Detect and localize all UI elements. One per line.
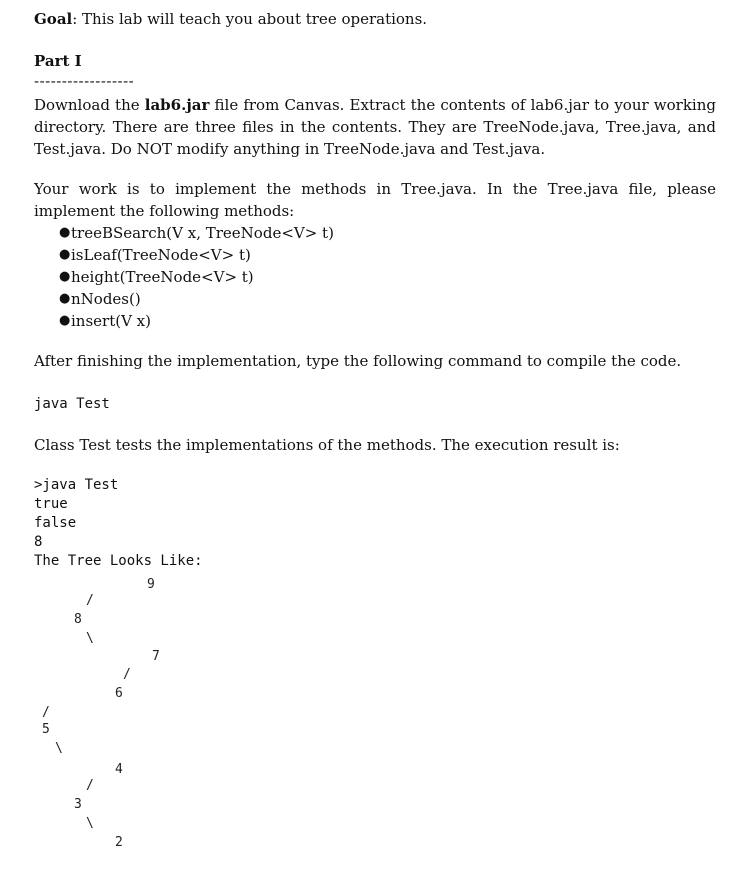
goal-text: : This lab will teach you about tree operations. [72, 10, 428, 28]
part-rule: ------------------ [34, 72, 135, 90]
console-line: The Tree Looks Like: [34, 553, 203, 569]
tree-node: 2 [115, 835, 123, 850]
after-paragraph: After finishing the implementation, type the following command to compile the code. [34, 352, 682, 370]
method-item: ● insert(V x) [59, 312, 151, 330]
bullet-icon: ● [59, 247, 71, 262]
tree-node: 8 [74, 612, 82, 627]
tree-node: 7 [152, 649, 160, 664]
tree-edge: \ [86, 631, 94, 646]
jar-filename: lab6.jar [144, 96, 210, 114]
method-item: ● isLeaf(TreeNode<V> t) [59, 246, 251, 264]
method-item: ● height(TreeNode<V> t) [59, 268, 254, 286]
result-paragraph: Class Test tests the implementations of the methods. The execution result is: [34, 436, 620, 454]
tree-node: 6 [115, 686, 123, 701]
tree-edge: \ [55, 741, 63, 756]
console-line: false [34, 515, 77, 531]
tree-edge: / [42, 705, 50, 720]
tree-node: 9 [147, 577, 155, 592]
bullet-icon: ● [59, 291, 71, 306]
method-item: ● treeBSearch(V x, TreeNode<V> t) [59, 224, 334, 242]
console-line: true [34, 496, 68, 512]
part-heading: Part I [34, 52, 82, 70]
tree-diagram [34, 0, 716, 891]
console-line: >java Test [34, 477, 119, 493]
tree-edge: / [123, 667, 131, 682]
tree-node: 4 [115, 762, 123, 777]
tree-edge: / [86, 593, 94, 608]
tree-node: 5 [42, 722, 50, 737]
bullet-icon: ● [59, 225, 71, 240]
bullet-icon: ● [59, 313, 71, 328]
tree-edge: \ [86, 816, 94, 831]
compile-command: java Test [34, 396, 110, 412]
bullet-icon: ● [59, 269, 71, 284]
tree-edge: / [86, 778, 94, 793]
console-line: 8 [34, 534, 43, 550]
method-item: ● nNodes() [59, 290, 141, 308]
download-text-2: file from Canvas. Extract the contents of lab6.jar to your working directory. There are three files in the contents. They are TreeNode.java, Tree.java, and Test.java. Do NOT modify anything in TreeNode.java and Test.java. [34, 96, 716, 158]
work-paragraph: Your work is to implement the methods in Tree.java. In the Tree.java file, please implement the following methods: [34, 180, 716, 220]
tree-node: 3 [74, 797, 82, 812]
download-text-1: Download the [34, 96, 145, 114]
goal-label: Goal [34, 10, 73, 28]
